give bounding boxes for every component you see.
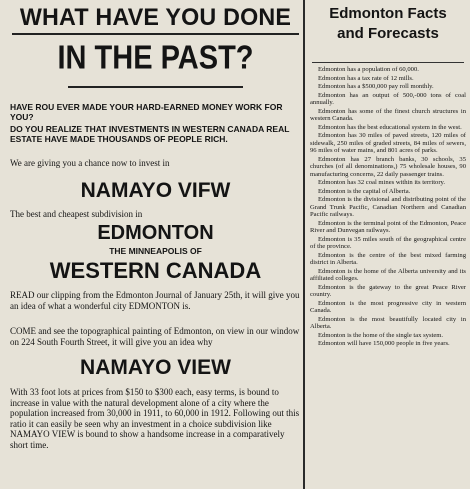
fact-item: Edmonton is the home of the single tax system. xyxy=(318,331,444,339)
lots-paragraph: With 33 foot lots at prices from $150 to $300 each, easy terms, is bound to increase in value with the natural development alone of a city where the population increased from 30,000 in 1911, to 60,000 in 1912. Following out this ratio it can easily be seen why an investment in a choice subdivision like NAMAYO VIEW is bound to show a handsome increase in a comparatively short time. xyxy=(10,387,300,450)
facts-title-line2: and Forecasts xyxy=(337,25,439,42)
fact-item: Edmonton is the most beautifully located city in Alberta. xyxy=(310,315,466,330)
western-canada-heading: WESTERN CANADA xyxy=(49,258,262,283)
fact-item: Edmonton has an output of 500,-000 tons of coal annually. xyxy=(310,91,466,106)
column-divider xyxy=(303,0,305,489)
namayo-view-heading: NAMAYO VIFW xyxy=(80,179,231,202)
invest-intro-text: We are giving you a chance now to invest in xyxy=(10,158,170,168)
fact-item: Edmonton has 30 miles of paved streets, 120 miles of sidewalk, 250 miles of graded streets, 84 miles of sewers, 96 miles of water mains, and 801 acres of parks. xyxy=(310,132,466,154)
question-investments: DO YOU REALIZE THAT INVESTMENTS IN WESTERN CANADA REAL ESTATE HAVE MADE THOUSANDS OF PEOPLE RICH. xyxy=(10,124,290,144)
come-and-see-paragraph: COME and see the topographical painting of Edmonton, on view in our window on 224 South Fourth Street, it will give you an idea why xyxy=(10,326,300,347)
edmonton-facts-column xyxy=(308,0,468,489)
fact-item: Edmonton will have 150,000 people in five years. xyxy=(318,340,450,347)
fact-item: Edmonton has a tax rate of 12 mills. xyxy=(318,74,414,82)
read-clipping-paragraph: READ our clipping from the Edmonton Journal of January 25th, it will give you an idea of what a wonderful city EDMONTON is. xyxy=(10,290,300,311)
headline-rule xyxy=(12,33,299,35)
fact-item: Edmonton is the home of the Alberta university and its affiliated colleges. xyxy=(310,267,466,282)
advertisement-column xyxy=(8,0,303,489)
fact-item: Edmonton has 27 branch banks, 30 schools, 35 churches (of all denominations,) 75 wholesale houses, 90 manufacturing concerns, 22 daily passenger trains. xyxy=(310,155,466,178)
fact-item: Edmonton is the capital of Alberta. xyxy=(318,187,411,195)
fact-item: Edmonton is 35 miles south of the geographical centre of the province. xyxy=(310,235,466,250)
minneapolis-subheading: THE MINNEAPOLIS OF xyxy=(109,246,202,256)
fact-item: Edmonton has the best educational system in the west. xyxy=(318,123,462,131)
facts-list xyxy=(310,66,466,349)
question-hard-earned-money: HAVE ROU EVER MADE YOUR HARD-EARNED MONEY WORK FOR YOU? xyxy=(10,102,283,122)
fact-item: Edmonton is the terminal point of the Edmonton, Peace River and Dunvegan railways. xyxy=(310,219,466,234)
subdivision-text: The best and cheapest subdivision in xyxy=(10,209,143,219)
fact-item: Edmonton is the most progressive city in western Canada. xyxy=(310,299,466,314)
headline-what-have-you-done: WHAT HAVE YOU DONE xyxy=(19,4,292,31)
fact-item: Edmonton is the centre of the best mixed farming district in Alberta. xyxy=(310,251,466,266)
fact-item: Edmonton has 32 coal mines within its territory. xyxy=(318,179,446,186)
fact-item: Edmonton has a population of 60,000. xyxy=(318,66,419,73)
edmonton-heading: EDMONTON xyxy=(97,222,214,244)
fact-item: Edmonton is the divisional and distributing point of the Grand Trunk Pacific, Canadian Northern and Canadian Pacific railways. xyxy=(310,196,466,218)
facts-title xyxy=(308,4,468,44)
fact-item: Edmonton is the gateway to the great Peace River country. xyxy=(310,283,466,298)
namayo-view-heading-2: NAMAYO VIEW xyxy=(80,356,231,379)
fact-item: Edmonton has some of the finest church structures in western Canada. xyxy=(310,107,466,122)
facts-title-line1: Edmonton Facts xyxy=(329,5,447,22)
fact-item: Edmonton has a $500,000 pay roll monthly. xyxy=(318,83,434,90)
headline-in-the-past: IN THE PAST? xyxy=(57,39,254,77)
headline-underline xyxy=(68,86,243,88)
facts-title-rule xyxy=(312,62,464,63)
